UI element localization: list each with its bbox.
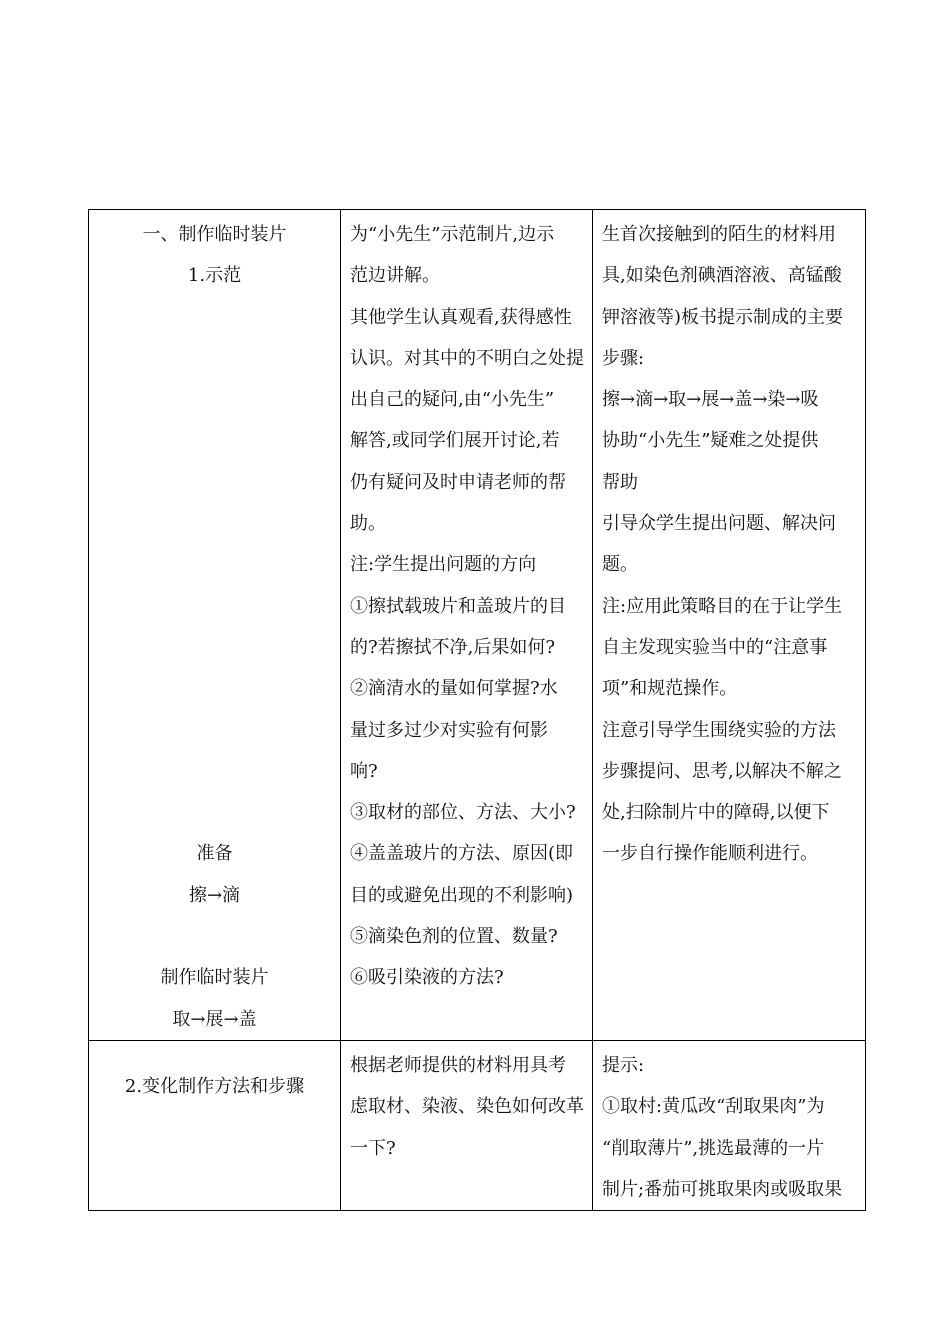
text-line: 响?: [350, 760, 378, 782]
text-line: 范边讲解。: [350, 265, 440, 287]
step-label: 准备: [196, 843, 233, 865]
section-heading: 一、制作临时装片: [142, 224, 287, 245]
text-line: 注:学生提出问题的方向: [350, 554, 537, 576]
text-line: 自主发现实验当中的“注意事: [602, 636, 828, 658]
step-flow: 取→展→盖: [172, 1008, 257, 1030]
text-line: ④盖盖玻片的方法、原因(即: [350, 843, 574, 865]
text-line: 解答,或同学们展开讨论,若: [350, 430, 560, 452]
text-line: 一下?: [350, 1137, 396, 1159]
text-line: 出自己的疑问,由“小先生”: [350, 389, 555, 411]
text-line: ⑥吸引染液的方法?: [350, 967, 504, 989]
text-line: 擦→滴→取→展→盖→染→吸: [602, 389, 819, 411]
text-line: ①取村:黄瓜改“刮取果肉”为: [602, 1096, 825, 1118]
lesson-plan-table: [88, 209, 866, 1211]
text-line: 虑取材、染液、染色如何改革: [350, 1096, 584, 1118]
text-line: ②滴清水的量如何掌握?水: [350, 678, 558, 700]
text-line: “削取薄片”,挑选最薄的一片: [602, 1137, 825, 1159]
text-line: 量过多过少对实验有何影: [350, 719, 548, 741]
text-line: 步骤:: [602, 347, 645, 369]
text-line: 项”和规范操作。: [602, 678, 738, 700]
text-line: 步骤提问、思考,以解决不解之: [602, 760, 842, 782]
teaching-content-cell: [89, 210, 341, 1041]
text-line: 为“小先生”示范制片,边示: [350, 224, 555, 245]
text-line: 注:应用此策略目的在于让学生: [602, 595, 843, 617]
text-line: 的?若擦拭不净,后果如何?: [350, 636, 556, 658]
text-line: 生首次接触到的陌生的材料用: [602, 224, 836, 245]
text-line: 处,扫除制片中的障碍,以便下: [602, 802, 830, 824]
table-row: [89, 1040, 866, 1210]
subsection-heading: 2.变化制作方法和步骤: [124, 1075, 305, 1097]
text-line: 一步自行操作能顺利进行。: [602, 843, 818, 865]
text-line: 其他学生认真观看,获得感性: [350, 306, 572, 328]
text-line: 引导众学生提出问题、解决问: [602, 513, 836, 535]
text-line: 题。: [602, 554, 638, 576]
teaching-content-cell: [89, 1040, 341, 1210]
text-line: 仍有疑问及时申请老师的帮: [350, 471, 566, 493]
step-label: 制作临时装片: [160, 967, 269, 989]
teacher-activity-cell: [593, 1040, 866, 1210]
text-line: 根据老师提供的材料用具考: [350, 1054, 566, 1076]
student-activity-cell: [341, 210, 593, 1041]
text-line: ⑤滴染色剂的位置、数量?: [350, 926, 558, 948]
text-line: 具,如染色剂碘酒溶液、高锰酸: [602, 265, 842, 287]
text-line: ③取材的部位、方法、大小?: [350, 802, 576, 824]
student-activity-cell: [341, 1040, 593, 1210]
text-line: 助。: [350, 513, 386, 535]
text-line: 钾溶液等)板书提示制成的主要: [602, 306, 844, 328]
text-line: 制片;番茄可挑取果肉或吸取果: [602, 1178, 843, 1200]
subsection-heading: 1.示范: [187, 265, 242, 287]
table-row: [89, 210, 866, 1041]
text-line: 协助“小先生”疑难之处提供: [602, 430, 819, 452]
text-line: 注意引导学生围绕实验的方法: [602, 719, 836, 741]
text-line: 认识。对其中的不明白之处提: [350, 347, 584, 369]
step-flow: 擦→滴: [188, 884, 241, 906]
teacher-activity-cell: [593, 210, 866, 1041]
text-line: 目的或避免出现的不利影响): [350, 884, 574, 906]
text-line: 提示:: [602, 1054, 645, 1076]
text-line: ①擦拭载玻片和盖玻片的目: [350, 595, 566, 617]
text-line: 帮助: [602, 471, 638, 493]
